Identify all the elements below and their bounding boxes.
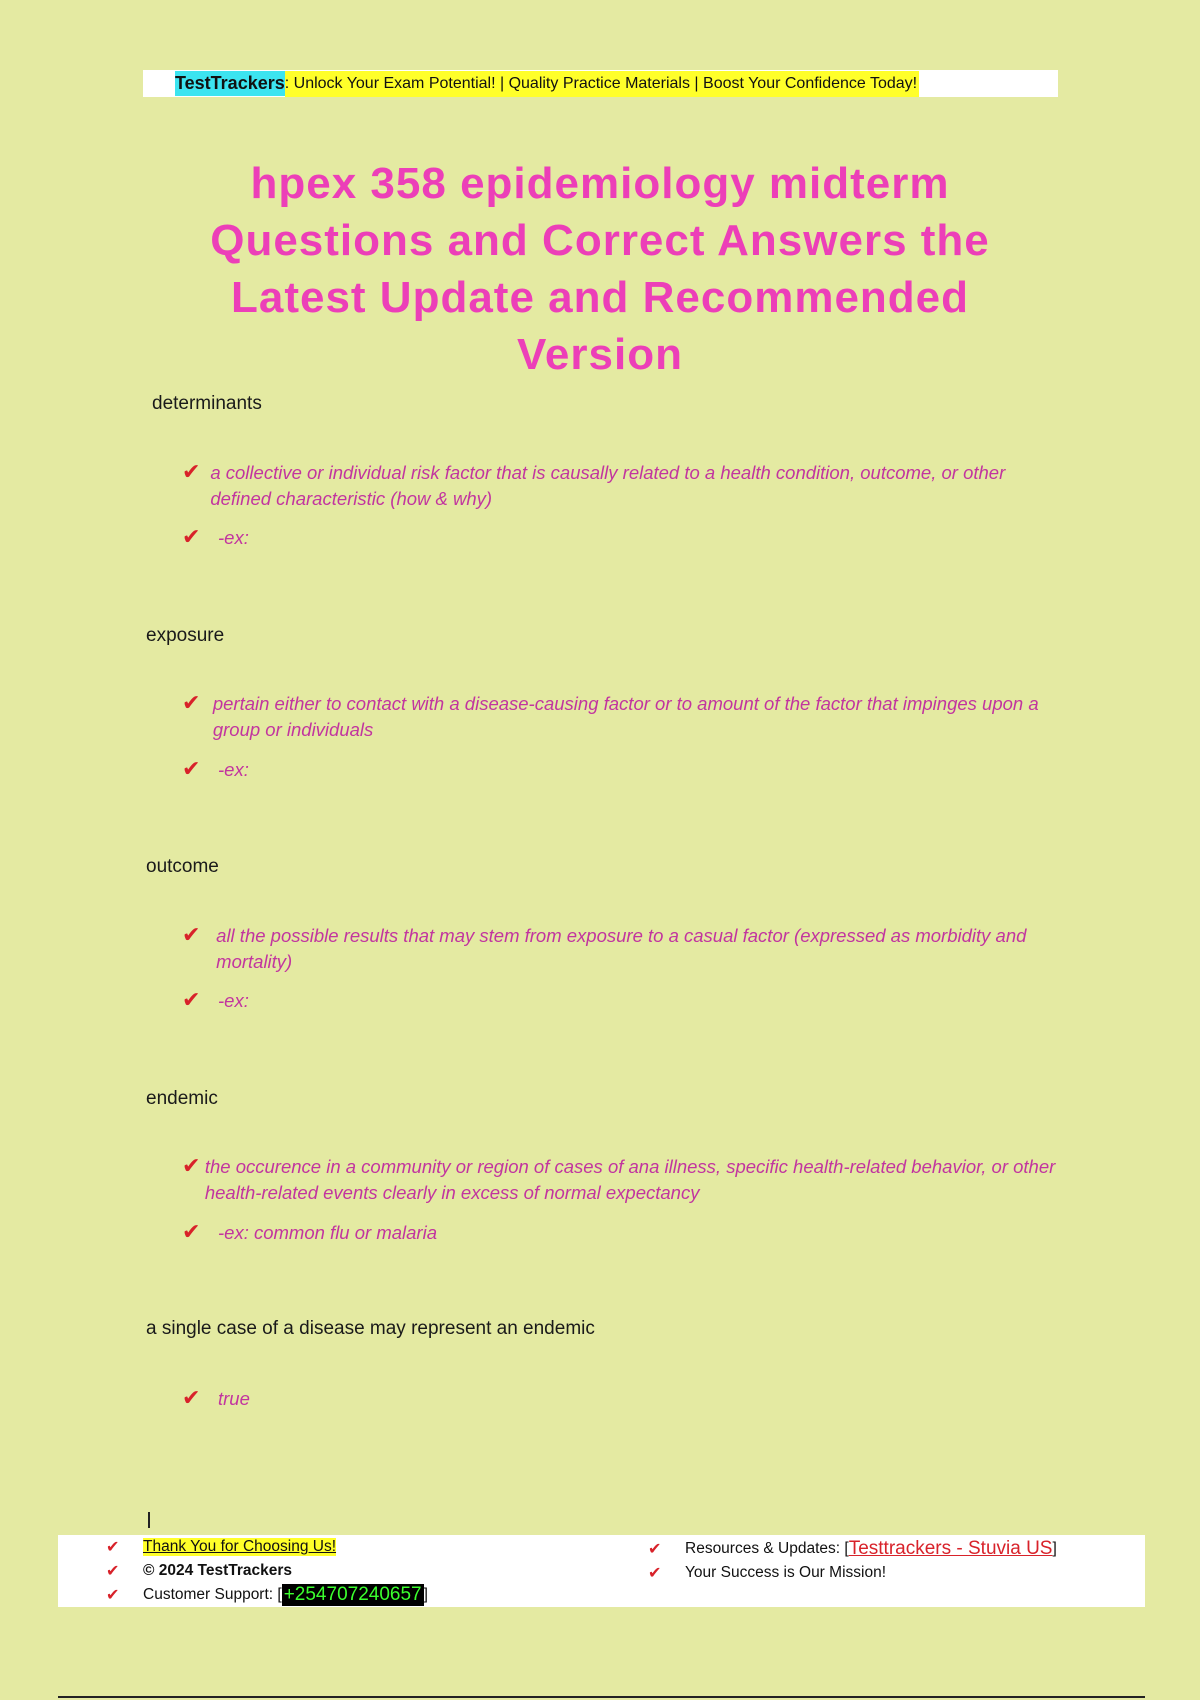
- term-single-case: a single case of a disease may represent an endemic: [146, 1318, 595, 1339]
- answer-text: a collective or individual risk factor that is causally related to a health condition, outcome, or other defined characteristic (how & why): [210, 462, 1006, 509]
- term-exposure: exposure: [146, 625, 225, 646]
- answer-item: [182, 988, 1062, 1014]
- answer-item: [182, 1220, 1062, 1246]
- resources-link[interactable]: Testtrackers - Stuvia US: [848, 1538, 1053, 1559]
- answer-item: [182, 460, 1062, 512]
- checkmark-icon: ✔: [182, 987, 201, 1012]
- footer-row: [648, 1561, 1057, 1585]
- footer-row: [106, 1535, 428, 1559]
- checkmark-icon: ✔: [182, 1219, 201, 1244]
- answer-text: the occurence in a community or region of cases of ana illness, specific health-related behavior, or other health-related events clearly in excess of normal expectancy: [204, 1156, 1056, 1203]
- checkmark-icon: ✔: [106, 1539, 120, 1556]
- answer-text: -ex: common flu or malaria: [218, 1222, 437, 1243]
- title-line: Questions and Correct Answers the: [210, 216, 990, 265]
- term-determinants: determinants: [152, 393, 262, 414]
- term-outcome: outcome: [146, 856, 219, 877]
- answer-item: [182, 1154, 1062, 1206]
- bottom-divider: [58, 1696, 1145, 1698]
- checkmark-icon: ✔: [648, 1565, 662, 1582]
- answer-item: [182, 1386, 1062, 1412]
- footer-left: [106, 1535, 428, 1607]
- answer-item: [182, 923, 1062, 975]
- support-label: Customer Support: [: [143, 1586, 282, 1603]
- support-phone[interactable]: +254707240657: [283, 1584, 422, 1605]
- checkmark-icon: ✔: [182, 756, 201, 781]
- footer: [58, 1535, 1145, 1607]
- title-line: hpex 358 epidemiology midterm: [250, 159, 950, 208]
- brand-name: TestTrackers: [175, 71, 285, 96]
- answer-text: -ex:: [218, 527, 249, 548]
- footer-row: [106, 1559, 428, 1583]
- resources-close: ]: [1052, 1540, 1057, 1557]
- page-title: [140, 155, 1060, 383]
- checkmark-icon: ✔: [182, 1153, 201, 1178]
- support-close: ]: [423, 1586, 428, 1603]
- term-endemic: endemic: [146, 1088, 218, 1109]
- checkmark-icon: ✔: [106, 1587, 120, 1604]
- title-line: Version: [517, 330, 683, 379]
- answer-text: -ex:: [218, 990, 249, 1011]
- footer-right: [648, 1537, 1057, 1585]
- mission-text: Your Success is Our Mission!: [685, 1564, 887, 1581]
- answer-text: pertain either to contact with a disease-causing factor or to amount of the factor that impinges upon a group or individuals: [212, 693, 1039, 740]
- checkmark-icon: ✔: [648, 1541, 662, 1558]
- checkmark-icon: ✔: [182, 690, 201, 715]
- checkmark-icon: ✔: [182, 459, 201, 484]
- answer-text: all the possible results that may stem from exposure to a casual factor (expressed as morbidity and mortality): [216, 925, 1027, 972]
- answer-text: true: [218, 1388, 250, 1409]
- title-line: Latest Update and Recommended: [230, 273, 970, 322]
- footer-row: [106, 1583, 428, 1607]
- answer-item: [182, 525, 1062, 551]
- resources-label: Resources & Updates: [: [685, 1540, 849, 1557]
- copyright-text: © 2024 TestTrackers: [143, 1562, 293, 1579]
- banner-tagline: : Unlock Your Exam Potential! | Quality Practice Materials | Boost Your Confidence Today!: [285, 71, 919, 97]
- checkmark-icon: ✔: [182, 524, 201, 549]
- checkmark-icon: ✔: [106, 1563, 120, 1580]
- answer-item: [182, 757, 1062, 783]
- thanks-text: Thank You for Choosing Us!: [143, 1538, 337, 1555]
- checkmark-icon: ✔: [182, 1385, 201, 1410]
- text-cursor: [148, 1512, 150, 1528]
- answer-text: -ex:: [218, 759, 249, 780]
- answer-item: [182, 691, 1062, 743]
- checkmark-icon: ✔: [182, 922, 201, 947]
- header-banner: [143, 70, 1058, 97]
- footer-row: [648, 1537, 1057, 1561]
